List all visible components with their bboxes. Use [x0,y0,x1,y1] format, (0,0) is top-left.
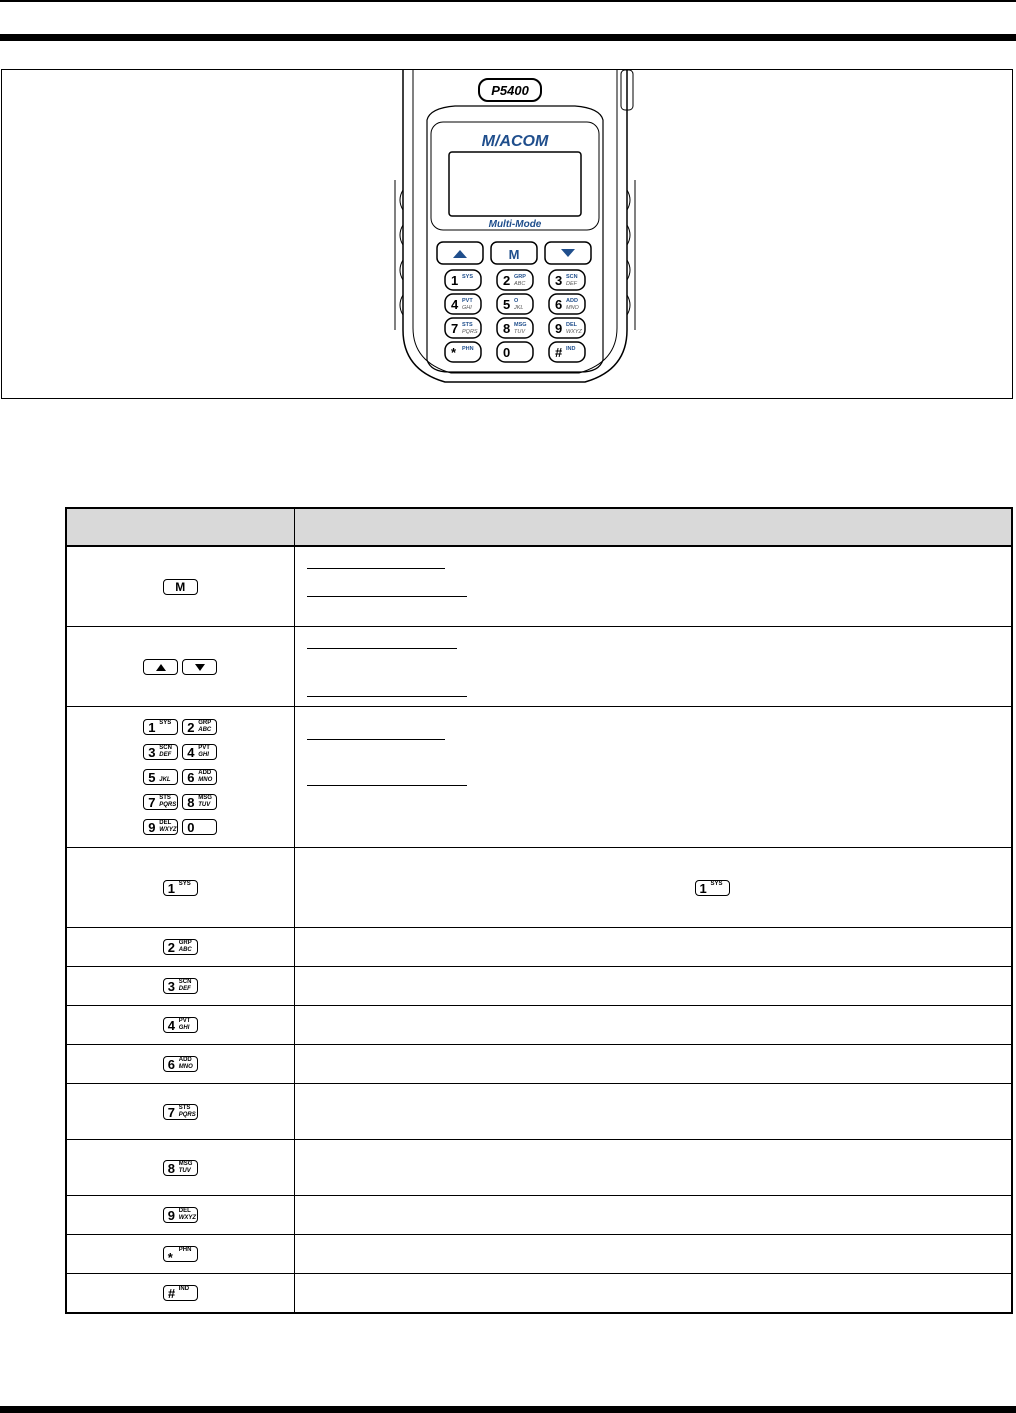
key-2: 2 GRP ABC [182,719,217,735]
svg-text:2: 2 [503,273,511,288]
key-6: 6 ADD MNO [182,769,217,785]
inline-key-1: 1 SYS [695,880,730,896]
key-3: 3 SCN DEF [163,978,198,994]
svg-text:1: 1 [451,273,459,288]
header-key-col [66,508,294,546]
table-row [66,1274,1012,1313]
m-key: M [163,579,198,595]
table-header [66,508,1012,546]
underline [307,739,445,740]
table-row [66,1006,1012,1045]
svg-text:SYS: SYS [462,274,474,280]
key-8: 8 MSG TUV [163,1160,198,1176]
svg-text:JKL: JKL [514,305,524,311]
table-row [66,967,1012,1006]
table-row [66,707,1012,848]
key-3: 3 SCN DEF [143,744,178,760]
svg-text:O: O [514,298,519,304]
svg-text:GHI: GHI [462,305,472,311]
svg-text:9: 9 [555,321,563,336]
brand-logo: M/ACOM [481,133,549,150]
table-row [66,1140,1012,1196]
key-9: 9 DEL WXYZ [143,819,178,835]
key-5: 5 JKL [143,769,178,785]
key-0: 0 [182,819,217,835]
lcd-screen [449,152,581,216]
svg-text:DEF: DEF [566,281,577,287]
down-arrow-key [182,659,217,675]
svg-text:STS: STS [462,322,473,328]
key-8: 8 MSG TUV [182,794,217,810]
header-function-col [294,508,1012,546]
key-2: 2 GRP ABC [163,939,198,955]
key-star: * PHN [163,1246,198,1262]
top-rule [0,0,1016,2]
svg-text:*: * [451,345,457,360]
model-label: P5400 [491,83,529,98]
svg-text:SCN: SCN [566,274,578,280]
radio-key-8 [497,318,533,338]
key-1: 1 SYS [143,719,178,735]
underline [307,648,457,649]
key-hash: # IND [163,1285,198,1301]
display-label: Multi-Mode [488,219,542,230]
svg-text:6: 6 [555,297,563,312]
svg-text:TUV: TUV [514,329,525,335]
up-arrow-key [143,659,178,675]
radio-figure [1,69,1013,399]
svg-text:4: 4 [451,297,459,312]
table-row [66,1045,1012,1084]
svg-text:PVT: PVT [462,298,473,304]
svg-text:WXYZ: WXYZ [566,329,582,335]
svg-text:7: 7 [451,321,459,336]
radio-key-4 [445,294,481,314]
radio-key-1 [445,270,481,290]
svg-text:8: 8 [503,321,511,336]
radio-key-hash [549,342,585,362]
key-function-table [65,507,1013,1314]
svg-text:ABC: ABC [514,281,526,287]
radio-key-star [445,342,481,362]
table-row [66,1196,1012,1235]
key-7: 7 STS PQRS [143,794,178,810]
svg-text:MSG: MSG [514,322,527,328]
header-rule [0,34,1016,41]
radio-key-2 [497,270,533,290]
table-row [66,1235,1012,1274]
keypad [445,270,585,362]
underline [307,568,445,569]
underline [307,785,467,786]
radio-key-0 [497,342,533,362]
key-1: 1 SYS [163,880,198,896]
radio-key-5 [497,294,533,314]
svg-text:PQRS: PQRS [462,329,478,335]
svg-text:DEL: DEL [566,322,577,328]
svg-text:PHN: PHN [462,346,474,352]
svg-text:IND: IND [566,346,576,352]
table-row [66,928,1012,967]
svg-text:GRP: GRP [514,274,526,280]
table-row [66,627,1012,707]
svg-text:3: 3 [555,273,563,288]
radio-illustration [385,70,645,400]
radio-key-3 [549,270,585,290]
key-4: 4 PVT GHI [163,1017,198,1033]
svg-text:MNO: MNO [566,305,579,311]
radio-key-6 [549,294,585,314]
svg-text:M: M [508,247,520,262]
underline [307,596,467,597]
radio-key-9 [549,318,585,338]
up-arrow-icon [156,664,166,671]
footer-rule [0,1406,1016,1413]
key-9: 9 DEL WXYZ [163,1207,198,1223]
table-row [66,1084,1012,1140]
svg-text:#: # [555,345,563,360]
down-arrow-icon [195,664,205,671]
underline [307,696,467,697]
key-6: 6 ADD MNO [163,1056,198,1072]
table-row [66,546,1012,627]
table-row [66,848,1012,928]
svg-text:ADD: ADD [566,298,578,304]
key-4: 4 PVT GHI [182,744,217,760]
radio-key-7 [445,318,481,338]
svg-text:5: 5 [503,297,511,312]
svg-text:0: 0 [503,345,511,360]
key-7: 7 STS PQRS [163,1104,198,1120]
